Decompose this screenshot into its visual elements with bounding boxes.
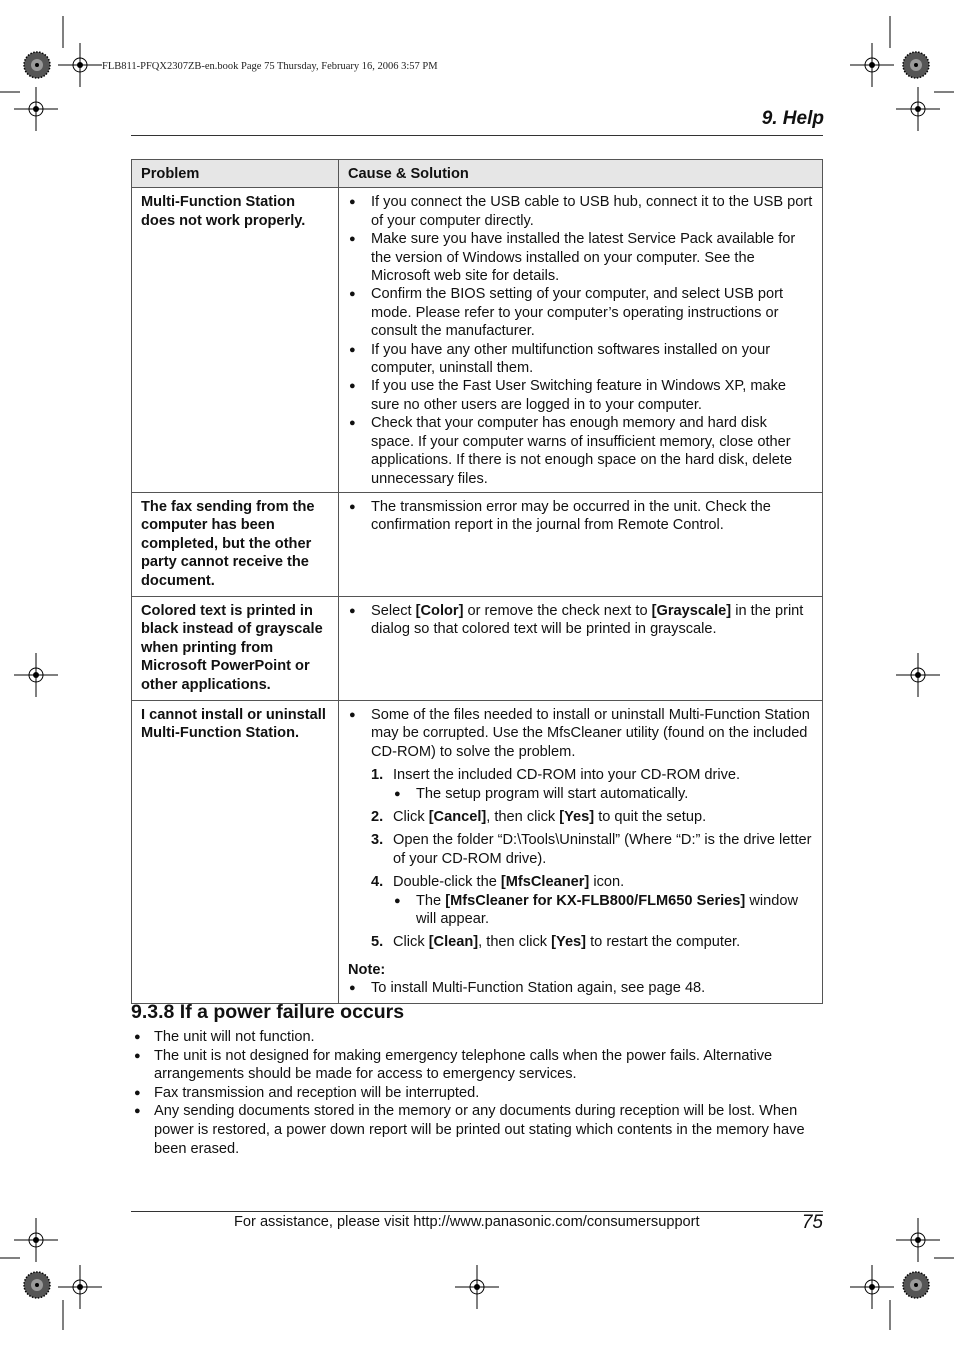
step-number: 2.: [371, 809, 384, 825]
problem-cell: The fax sending from the computer has been completed, but the other party cannot receive the document.: [132, 492, 339, 596]
sub-list-item: ● The setup program will start automatically.: [393, 785, 813, 803]
column-header-problem: Problem: [132, 160, 339, 188]
cancel-key-label: [Cancel]: [428, 809, 487, 825]
column-header-cause-solution: Cause & Solution: [339, 160, 823, 188]
list-item: ● If you connect the USB cable to USB hub, connect it to the USB port of your computer directly.: [348, 193, 813, 230]
list-item: ● The transmission error may be occurred in the unit. Check the confirmation report in the journal from Remote Control.: [348, 498, 813, 535]
step-number: 3.: [371, 832, 384, 849]
text-run: The: [416, 892, 446, 909]
assistance-text: For assistance, please visit http://www.panasonic.com/consumersupport: [234, 1214, 700, 1230]
step-item: [348, 808, 813, 826]
note-item: ● To install Multi-Function Station again, see page 48.: [348, 979, 813, 997]
clean-key-label: [Clean]: [428, 934, 479, 951]
yes-key-label: [Yes]: [551, 934, 587, 951]
note-label: Note:: [348, 961, 386, 978]
problem-cell: Multi-Function Station does not work properly.: [132, 188, 339, 493]
starburst-mark-top-right: [903, 52, 929, 78]
step-text: Insert the included CD-ROM into your CD-ROM drive.: [393, 767, 741, 784]
list-item: ● Some of the files needed to install or uninstall Multi-Function Station may be corrupted. Use the MfsCleaner utility (found on the included CD-ROM) to solve the problem.: [348, 706, 813, 761]
solution-cell: [339, 700, 823, 1003]
starburst-mark-bottom-left: [24, 1272, 50, 1298]
text-run: , then click: [486, 809, 560, 825]
step-number: 1.: [371, 767, 384, 784]
text-run: window will appear.: [416, 892, 799, 928]
uninstall-steps: [348, 766, 813, 952]
text-run: Click: [393, 934, 429, 951]
table-row: [132, 700, 823, 1003]
table-row: [132, 492, 823, 596]
list-item: ● If you use the Fast User Switching feature in Windows XP, make sure no other users are logged in to your computer.: [348, 377, 813, 414]
solution-cell: [339, 188, 823, 493]
table-header-row: [132, 160, 823, 188]
text-run: Double-click the: [393, 874, 501, 891]
troubleshooting-table: [131, 159, 823, 1004]
section-title: 9. Help: [761, 108, 824, 129]
list-item: ● Check that your computer has enough memory and hard disk space. If your computer warns of insufficient memory, close other applications. If there is not enough space on the hard disk, delete unnecessary files.: [348, 414, 813, 488]
table-row: [132, 596, 823, 700]
list-item: ● Fax transmission and reception will be interrupted.: [133, 1084, 823, 1103]
list-item: ● Any sending documents stored in the memory or any documents during reception will be lost. When power is restored, a power down report will be printed out stating which contents in the memory have been erased.: [133, 1102, 823, 1158]
page-number: 75: [801, 1212, 823, 1233]
problem-cell: I cannot install or uninstall Multi-Function Station.: [132, 700, 339, 1003]
color-key-label: [Color]: [415, 602, 464, 619]
table-row: [132, 188, 823, 493]
yes-key-label: [Yes]: [559, 809, 595, 825]
problem-cell: Colored text is printed in black instead of grayscale when printing from Microsoft PowerPoint or other applications.: [132, 596, 339, 700]
list-item: [348, 602, 813, 639]
starburst-mark-top-left: [24, 52, 50, 78]
text-run: to quit the setup.: [594, 809, 707, 825]
sub-list-item: [393, 892, 813, 929]
solution-cell: [339, 492, 823, 596]
step-number: 4.: [371, 874, 384, 891]
list-item: ● The unit is not designed for making emergency telephone calls when the power fails. Alternative arrangements should be made for access to emergency services.: [133, 1047, 823, 1084]
mfscleaner-key-label: [MfsCleaner]: [500, 874, 590, 891]
text-run: , then click: [478, 934, 552, 951]
step-item: [348, 873, 813, 928]
step-item: [348, 831, 813, 868]
header-rule: [131, 135, 823, 136]
footer-rule: [131, 1211, 823, 1212]
step-item: [348, 766, 813, 803]
power-failure-heading: 9.3.8 If a power failure occurs: [131, 1001, 405, 1023]
list-item: ● If you have any other multifunction softwares installed on your computer, uninstall them.: [348, 341, 813, 378]
starburst-mark-bottom-right: [903, 1272, 929, 1298]
text-run: or remove the check next to: [463, 602, 652, 619]
text-run: in the print dialog so that colored text will be printed in grayscale.: [371, 602, 804, 638]
list-item: ● Make sure you have installed the latest Service Pack available for the version of Windows installed on your computer. See the Microsoft web site for details.: [348, 230, 813, 285]
step-item: [348, 933, 813, 951]
mfscleaner-window-label: [MfsCleaner for KX-FLB800/FLM650 Series]: [445, 892, 746, 909]
list-item: ● The unit will not function.: [133, 1028, 823, 1047]
power-failure-list: [133, 1028, 823, 1158]
text-run: Click: [393, 809, 429, 825]
list-item: ● Confirm the BIOS setting of your computer, and select USB port mode. Please refer to your computer’s operating instructions or consult the manufacturer.: [348, 285, 813, 340]
text-run: to restart the computer.: [586, 934, 741, 951]
solution-cell: [339, 596, 823, 700]
text-run: icon.: [589, 874, 625, 891]
step-number: 5.: [371, 934, 384, 951]
grayscale-key-label: [Grayscale]: [651, 602, 732, 619]
book-print-info: FLB811-PFQX2307ZB-en.book Page 75 Thursday, February 16, 2006 3:57 PM: [102, 61, 438, 72]
step-text: Open the folder “D:\Tools\Uninstall” (Where “D:” is the drive letter of your CD-ROM drive).: [393, 832, 812, 867]
text-run: Select: [371, 602, 416, 619]
